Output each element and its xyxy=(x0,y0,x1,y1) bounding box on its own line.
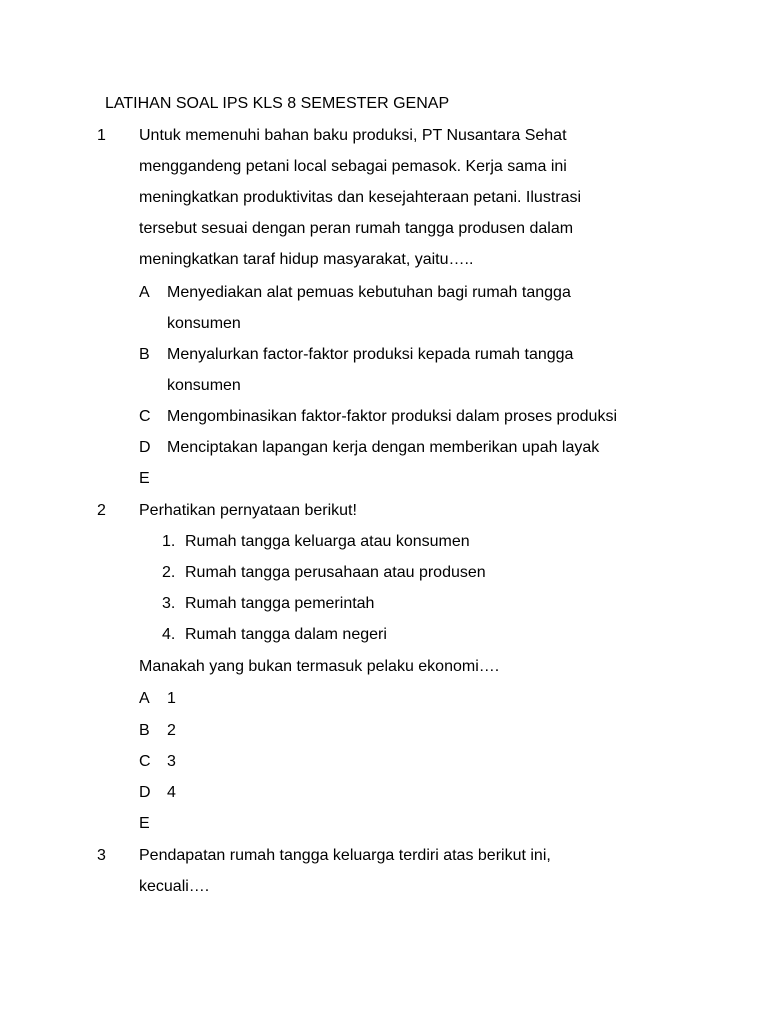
question-3-stem-line: kecuali…. xyxy=(139,878,210,895)
question-1-stem-line: meningkatkan taraf hidup masyarakat, yaitu….. xyxy=(139,251,474,268)
option-letter: B xyxy=(139,346,150,363)
option-letter: C xyxy=(139,408,151,425)
option-text: 1 xyxy=(167,690,176,707)
statement-text: Rumah tangga keluarga atau konsumen xyxy=(185,533,470,550)
option-text: Menyediakan alat pemuas kebutuhan bagi rumah tangga xyxy=(167,284,571,301)
option-text: Menciptakan lapangan kerja dengan memberikan upah layak xyxy=(167,439,600,456)
option-letter: A xyxy=(139,284,150,301)
option-text: 3 xyxy=(167,753,176,770)
question-3-stem-line: Pendapatan rumah tangga keluarga terdiri atas berikut ini, xyxy=(139,847,551,864)
option-letter: B xyxy=(139,722,150,739)
statement-text: Rumah tangga pemerintah xyxy=(185,595,375,612)
option-text: Menyalurkan factor-faktor produksi kepada rumah tangga xyxy=(167,346,574,363)
question-3-number: 3 xyxy=(97,847,106,864)
option-letter: C xyxy=(139,753,151,770)
question-2-prompt: Manakah yang bukan termasuk pelaku ekonomi…. xyxy=(139,658,500,675)
document-title: LATIHAN SOAL IPS KLS 8 SEMESTER GENAP xyxy=(105,95,450,112)
statement-number: 4. xyxy=(162,626,176,643)
question-2-number: 2 xyxy=(97,502,106,519)
option-text: 2 xyxy=(167,722,176,739)
question-1-stem-line: meningkatkan produktivitas dan kesejahteraan petani. Ilustrasi xyxy=(139,189,582,206)
statement-number: 1. xyxy=(162,533,176,550)
option-text: konsumen xyxy=(167,377,241,394)
question-1-number: 1 xyxy=(97,127,106,144)
option-letter: D xyxy=(139,439,151,456)
option-letter: D xyxy=(139,784,151,801)
option-text: 4 xyxy=(167,784,176,801)
option-text: konsumen xyxy=(167,315,241,332)
option-letter: E xyxy=(139,815,150,832)
statement-number: 3. xyxy=(162,595,176,612)
statement-number: 2. xyxy=(162,564,176,581)
question-2-stem-line: Perhatikan pernyataan berikut! xyxy=(139,502,357,519)
question-1-stem-line: menggandeng petani local sebagai pemasok. Kerja sama ini xyxy=(139,158,567,175)
statement-text: Rumah tangga dalam negeri xyxy=(185,626,387,643)
statement-text: Rumah tangga perusahaan atau produsen xyxy=(185,564,486,581)
question-1-stem-line: Untuk memenuhi bahan baku produksi, PT Nusantara Sehat xyxy=(139,127,567,144)
option-letter: E xyxy=(139,470,150,487)
question-1-stem-line: tersebut sesuai dengan peran rumah tangga produsen dalam xyxy=(139,220,574,237)
option-letter: A xyxy=(139,690,150,707)
option-text: Mengombinasikan faktor-faktor produksi dalam proses produksi xyxy=(167,408,617,425)
